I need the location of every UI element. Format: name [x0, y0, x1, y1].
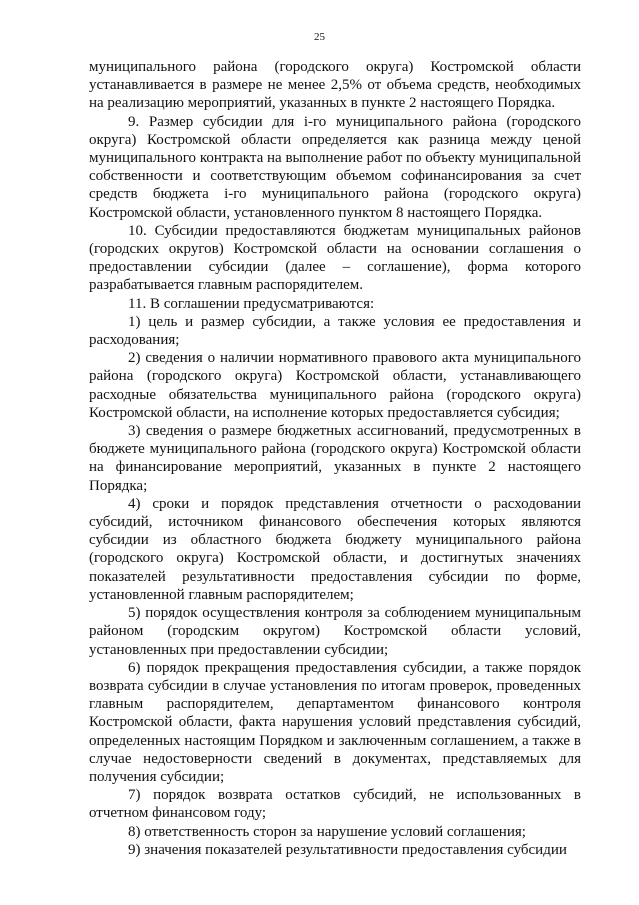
paragraph: 10. Субсидии предоставляются бюджетам муниципальных районов (городских округов) Костромской области на основании соглашения о предоставлении субсидии (далее – соглашение), форма которого разрабатывается главным распорядителем. [89, 222, 581, 294]
paragraph: 4) сроки и порядок представления отчетности о расходовании субсидий, источником финансового обеспечения которых являются субсидии из областного бюджета бюджету муниципального района (городского округа) Костромской области, и достигнутых значениях показателей результативности предоставления субсидии по форме, установленной главным распорядителем; [89, 495, 581, 603]
paragraph: 11. В соглашении предусматриваются: [128, 295, 375, 312]
document-body [89, 58, 581, 859]
paragraph: 1) цель и размер субсидии, а также условия ее предоставления и расходования; [89, 313, 581, 349]
paragraph: 8) ответственность сторон за нарушение условий соглашения; [128, 823, 526, 840]
paragraph: 3) сведения о размере бюджетных ассигнований, предусмотренных в бюджете муниципального района (городского округа) Костромской области на финансирование мероприятий, указанных в пункте 2 настоящего Порядка; [89, 423, 581, 494]
paragraph: 5) порядок осуществления контроля за соблюдением муниципальным районом (городским округом) Костромской области условий, установленных при предоставлении субсидии; [89, 605, 581, 658]
paragraph: 9. Размер субсидии для i-го муниципального района (городского округа) Костромской области определяется как разница между ценой муниципального контракта на выполнение работ по объекту муниципальной собственности и соответствующим объемом софинансирования за счет средств бюджета i-го муниципального района (городского округа) Костромской области, установленного пунктом 8 настоящего Порядка. [89, 113, 581, 221]
paragraph: муниципального района (городского округа) Костромской области устанавливается в размере не менее 2,5% от объема средств, необходимых на реализацию мероприятий, указанных в пункте 2 настоящего Порядка. [89, 59, 581, 112]
page-number: 25 [314, 31, 325, 43]
paragraph: 7) порядок возврата остатков субсидий, не использованных в отчетном финансовом году; [89, 787, 581, 822]
paragraph: 2) сведения о наличии нормативного правового акта муниципального района (городского округа) Костромской области, устанавливающего расходные обязательства муниципального района (городского округа) Костромской области, на исполнение которых предоставляется субсидия; [89, 350, 581, 421]
paragraph: 6) порядок прекращения предоставления субсидии, а также порядок возврата субсидии в случае установления по итогам проверок, проведенных главным распорядителем, департаментом финансового контроля Костромской области, факта нарушения условий представления субсидий, определенных настоящим Порядком и заключенным соглашением, а также в случае недостоверности сведений в документах, представляемых для получения субсидии; [89, 659, 581, 785]
paragraph: 9) значения показателей результативности предоставления субсидии [128, 841, 567, 858]
